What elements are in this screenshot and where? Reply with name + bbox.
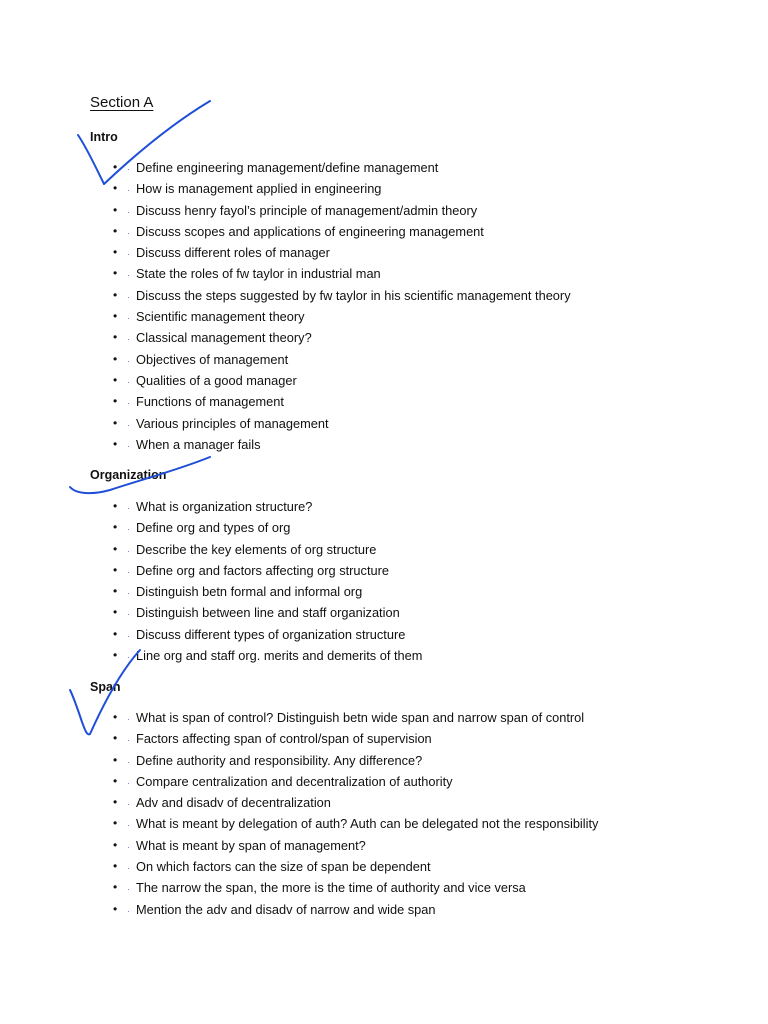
list-item: [0, 707, 700, 728]
list-item: [0, 877, 700, 898]
list-item: [0, 750, 700, 771]
list-item-text: How is management applied in engineering: [136, 181, 382, 197]
pen-tick-icon: ·: [127, 906, 130, 916]
list-item: [0, 624, 700, 645]
pen-tick-icon: ·: [127, 441, 130, 451]
list-item-text: What is span of control? Distinguish betn wide span and narrow span of control: [136, 710, 585, 725]
list-item-text: What is organization structure?: [136, 499, 313, 514]
bullet-icon: •: [113, 795, 118, 810]
list-item: [0, 434, 700, 455]
pen-tick-icon: ·: [127, 821, 130, 831]
list-item: [0, 200, 700, 221]
bullet-icon: •: [113, 626, 118, 641]
list-item-text: Various principles of management: [136, 415, 329, 431]
bullet-icon: •: [113, 731, 118, 746]
list-item-text: The narrow the span, the more is the time of authority and vice versa: [136, 880, 526, 896]
organization-list: [0, 496, 700, 666]
list-item-text: Define org and factors affecting org structure: [136, 562, 389, 578]
list-item-text: Compare centralization and decentralization of authority: [136, 773, 453, 789]
bullet-icon: •: [113, 266, 118, 281]
list-item-text: Adv and disadv of decentralization: [136, 795, 331, 811]
bullet-icon: •: [113, 541, 118, 556]
list-item-text: Discuss different types of organization structure: [136, 626, 406, 642]
bullet-icon: •: [113, 584, 118, 599]
pen-tick-icon: ·: [127, 653, 130, 663]
list-item: [0, 728, 700, 749]
list-item: [0, 645, 700, 666]
pen-tick-icon: ·: [127, 631, 130, 641]
bullet-icon: •: [113, 605, 118, 620]
bullet-icon: •: [113, 372, 118, 387]
list-item: [0, 517, 700, 538]
bullet-icon: •: [113, 394, 118, 409]
pen-tick-icon: ·: [127, 885, 130, 895]
list-item: [0, 157, 700, 178]
pen-tick-icon: ·: [127, 736, 130, 746]
bullet-icon: •: [113, 901, 118, 916]
bullet-icon: •: [113, 223, 118, 238]
pen-tick-icon: ·: [127, 778, 130, 788]
list-item: [0, 306, 700, 327]
list-item: [0, 899, 700, 920]
list-item: [0, 178, 700, 199]
list-item: [0, 602, 700, 623]
pen-tick-icon: ·: [127, 356, 130, 366]
pen-tick-icon: ·: [127, 292, 130, 302]
list-item: [0, 285, 700, 306]
list-item-text: Define org and types of org: [136, 520, 291, 536]
list-item: [0, 856, 700, 877]
intro-heading: Intro: [90, 130, 118, 144]
bullet-icon: •: [113, 245, 118, 260]
list-item: [0, 370, 700, 391]
bullet-icon: •: [113, 330, 118, 345]
bullet-icon: •: [113, 415, 118, 430]
list-item-text: Functions of management: [136, 394, 284, 410]
pen-tick-icon: ·: [127, 864, 130, 874]
span-heading: Span: [90, 680, 121, 694]
list-item: [0, 496, 700, 517]
bullet-icon: •: [113, 202, 118, 217]
bullet-icon: •: [113, 309, 118, 324]
bullet-icon: •: [113, 816, 118, 831]
bullet-icon: •: [113, 710, 118, 724]
list-item-text: Line org and staff org. merits and demerits of them: [136, 648, 423, 664]
list-item-text: Define authority and responsibility. Any difference?: [136, 752, 423, 768]
pen-tick-icon: ·: [127, 207, 130, 217]
bullet-icon: •: [113, 648, 118, 663]
pen-tick-icon: ·: [127, 610, 130, 620]
bullet-icon: •: [113, 351, 118, 366]
pen-tick-icon: ·: [127, 228, 130, 238]
bullet-icon: •: [113, 499, 118, 513]
list-item-text: What is meant by span of management?: [136, 837, 366, 853]
pen-tick-icon: ·: [127, 504, 130, 513]
list-item-text: On which factors can the size of span be dependent: [136, 859, 431, 875]
list-item: [0, 581, 700, 602]
pen-tick-icon: ·: [127, 589, 130, 599]
bullet-icon: •: [113, 837, 118, 852]
pen-tick-icon: ·: [127, 377, 130, 387]
list-item: [0, 391, 700, 412]
pen-tick-icon: ·: [127, 420, 130, 430]
pen-tick-icon: ·: [127, 271, 130, 281]
pen-tick-icon: ·: [127, 250, 130, 260]
pen-tick-icon: ·: [127, 399, 130, 409]
bullet-icon: •: [113, 520, 118, 535]
bullet-icon: •: [113, 859, 118, 874]
pen-tick-icon: ·: [127, 165, 130, 174]
pen-tick-icon: ·: [127, 546, 130, 556]
bullet-icon: •: [113, 880, 118, 895]
list-item-text: Classical management theory?: [136, 330, 312, 346]
list-item-text: Objectives of management: [136, 351, 289, 367]
bullet-icon: •: [113, 436, 118, 451]
list-item-text: State the roles of fw taylor in industrial man: [136, 266, 381, 282]
list-item-text: Factors affecting span of control/span of supervision: [136, 731, 432, 747]
list-item: [0, 413, 700, 434]
list-item: [0, 560, 700, 581]
pen-tick-icon: ·: [127, 314, 130, 324]
bullet-icon: •: [113, 752, 118, 767]
pen-tick-icon: ·: [127, 757, 130, 767]
pen-tick-icon: ·: [127, 525, 130, 535]
list-item: [0, 539, 700, 560]
list-item-text: Discuss henry fayol’s principle of management/admin theory: [136, 202, 478, 218]
list-item: [0, 771, 700, 792]
pen-tick-icon: ·: [127, 186, 130, 196]
organization-heading: Organization: [90, 468, 167, 482]
list-item: [0, 813, 700, 834]
bullet-icon: •: [113, 562, 118, 577]
intro-list: [0, 157, 700, 455]
list-item-text: Distinguish between line and staff organization: [136, 605, 400, 621]
list-item-text: Discuss different roles of manager: [136, 245, 330, 261]
list-item: [0, 327, 700, 348]
bullet-icon: •: [113, 160, 118, 174]
list-item-text: Qualities of a good manager: [136, 372, 297, 388]
list-item: [0, 792, 700, 813]
list-item-text: When a manager fails: [136, 436, 261, 452]
span-list: [0, 707, 700, 920]
bullet-icon: •: [113, 287, 118, 302]
list-item-text: Describe the key elements of org structure: [136, 541, 377, 557]
list-item-text: Distinguish betn formal and informal org: [136, 584, 363, 600]
section-title: Section A: [90, 94, 154, 111]
list-item-text: Define engineering management/define management: [136, 160, 439, 175]
list-item: [0, 349, 700, 370]
pen-tick-icon: ·: [127, 715, 130, 724]
pen-tick-icon: ·: [127, 335, 130, 345]
list-item: [0, 835, 700, 856]
list-item-text: Scientific management theory: [136, 309, 305, 325]
pen-tick-icon: ·: [127, 800, 130, 810]
list-item: [0, 263, 700, 284]
list-item: [0, 242, 700, 263]
list-item-text: Discuss the steps suggested by fw taylor in his scientific management theory: [136, 287, 571, 303]
pen-tick-icon: ·: [127, 842, 130, 852]
bullet-icon: •: [113, 773, 118, 788]
list-item-text: What is meant by delegation of auth? Auth can be delegated not the responsibility: [136, 816, 599, 832]
list-item-text: Mention the adv and disadv of narrow and wide span: [136, 901, 436, 917]
list-item-text: Discuss scopes and applications of engineering management: [136, 223, 484, 239]
bullet-icon: •: [113, 181, 118, 196]
list-item: [0, 221, 700, 242]
pen-tick-icon: ·: [127, 567, 130, 577]
